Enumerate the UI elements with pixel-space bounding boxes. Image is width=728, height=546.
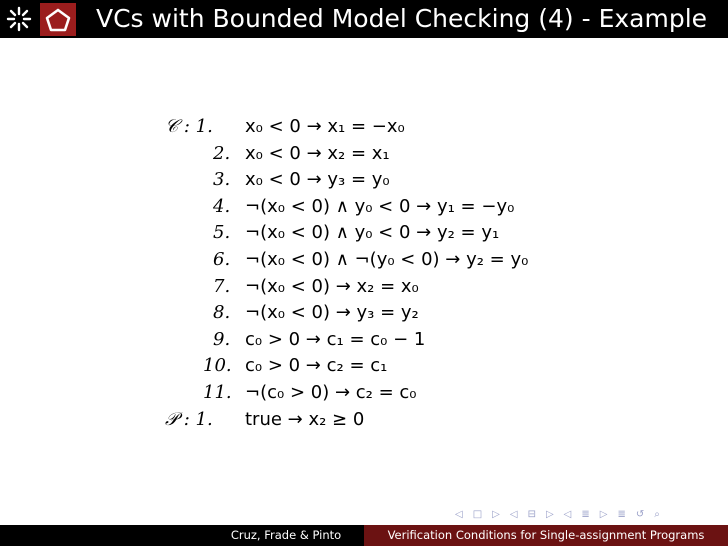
formula-expr: ¬(x₀ < 0) → x₂ = x₀ bbox=[245, 275, 419, 297]
prev-section-icon[interactable]: ◁ bbox=[563, 508, 572, 520]
frame-icon[interactable]: □ bbox=[472, 508, 483, 520]
formula-expr: ¬(x₀ < 0) ∧ ¬(y₀ < 0) → y₂ = y₀ bbox=[245, 248, 529, 270]
pentagon-icon bbox=[40, 3, 76, 36]
formula-expr: ¬(x₀ < 0) ∧ y₀ < 0 → y₂ = y₁ bbox=[245, 222, 500, 244]
prev-frame-icon[interactable]: ◁ bbox=[455, 508, 463, 520]
row-number: 8. bbox=[213, 302, 231, 324]
row-number: 9. bbox=[213, 328, 231, 350]
formula-expr: x₀ < 0 → x₂ = x₁ bbox=[245, 142, 390, 164]
row-number: 6. bbox=[213, 248, 231, 270]
search-back-icon[interactable]: ↺ bbox=[635, 508, 645, 520]
row-number: 3. bbox=[213, 169, 231, 191]
formula-expr: c₀ > 0 → c₁ = c₀ − 1 bbox=[245, 328, 426, 350]
p-label: 𝒫 : 1. bbox=[165, 408, 213, 430]
formula-expr: x₀ < 0 → y₃ = y₀ bbox=[245, 169, 390, 191]
section-icon[interactable]: ≣ bbox=[581, 508, 590, 520]
formula-expr: ¬(c₀ > 0) → c₂ = c₀ bbox=[245, 381, 417, 403]
row-number: 4. bbox=[213, 195, 231, 217]
asterisk-logo-icon bbox=[4, 5, 34, 33]
formula-expr: ¬(x₀ < 0) ∧ y₀ < 0 → y₁ = −y₀ bbox=[245, 195, 515, 217]
formula-expr: true → x₂ ≥ 0 bbox=[245, 408, 365, 430]
footer-talk-title: Verification Conditions for Single-assignment Programs bbox=[364, 525, 728, 546]
footer-authors: Cruz, Frade & Pinto bbox=[230, 528, 342, 542]
formula-expr: c₀ > 0 → c₂ = c₁ bbox=[245, 355, 388, 377]
formula-expr: x₀ < 0 → x₁ = −x₀ bbox=[245, 116, 405, 137]
align-icon[interactable]: ≣ bbox=[617, 508, 626, 520]
next-section-icon[interactable]: ▷ bbox=[599, 508, 608, 520]
next-subsection-icon[interactable]: ▷ bbox=[545, 508, 554, 520]
subsection-icon[interactable]: ⊟ bbox=[527, 508, 536, 520]
slide-title: VCs with Bounded Model Checking (4) - Example bbox=[96, 4, 708, 33]
formula-expr: ¬(x₀ < 0) → y₃ = y₂ bbox=[245, 302, 419, 324]
zoom-icon[interactable]: ⌕ bbox=[654, 508, 660, 520]
row-number: 7. bbox=[213, 275, 231, 297]
beamer-navigation bbox=[455, 507, 727, 521]
row-number: 5. bbox=[213, 222, 231, 244]
row-number: 2. bbox=[213, 142, 231, 164]
row-number: 11. bbox=[203, 381, 232, 403]
footer-bar bbox=[0, 525, 728, 546]
row-number: 10. bbox=[203, 355, 232, 377]
next-frame-icon[interactable]: ▷ bbox=[492, 508, 500, 520]
title-bar bbox=[0, 0, 728, 38]
prev-subsection-icon[interactable]: ◁ bbox=[509, 508, 518, 520]
c-label: 𝒞 : 1. bbox=[165, 116, 213, 137]
